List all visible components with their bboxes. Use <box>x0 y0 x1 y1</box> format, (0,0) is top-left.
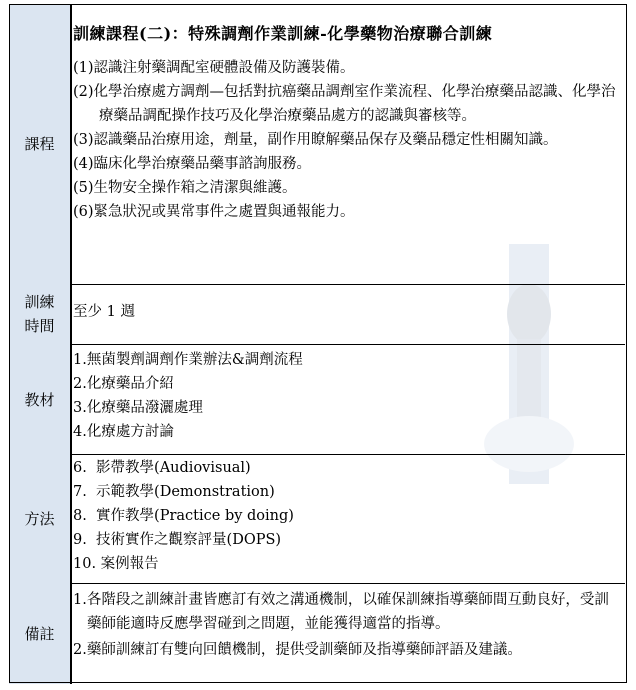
row-divider <box>70 583 625 584</box>
course-item: (4)臨床化學治療藥品藥事諮詢服務。 <box>73 156 312 172</box>
duration-label-line: 訓練 <box>24 293 55 311</box>
duration-label-line: 時間 <box>24 317 55 335</box>
methods-item: 6. 影帶教學(Audiovisual) <box>73 460 251 476</box>
course-item: (3)認識藥品治療用途，劑量，副作用瞭解藥品保存及藥品穩定性相關知識。 <box>73 132 558 148</box>
course-item: (2)化學治療處方調劑—包括對抗癌藥品調劑室作業流程、化學治療藥品認識、化學治療藥品調配操作技巧及化學治療藥品處方的認識與審核等。 <box>73 84 616 124</box>
training-table <box>9 4 627 684</box>
methods-item: 7. 示範教學(Demonstration) <box>73 484 275 500</box>
materials-content <box>73 348 621 444</box>
course-content <box>73 22 621 224</box>
duration-label <box>9 290 70 338</box>
row-divider <box>70 344 625 345</box>
row-divider <box>70 454 625 455</box>
materials-label: 教材 <box>24 391 55 409</box>
duration-value: 至少 1 週 <box>73 304 135 320</box>
methods-content <box>73 456 621 576</box>
methods-label: 方法 <box>24 510 55 528</box>
course-label: 課程 <box>24 135 55 153</box>
materials-item: 4.化療處方討論 <box>73 424 174 440</box>
remarks-item: 1.各階段之訓練計畫皆應訂有效之溝通機制，以確保訓練指導藥師間互動良好，受訓藥師能適時反應學習碰到之問題，並能獲得適當的指導。 <box>73 592 609 632</box>
methods-item: 9. 技術實作之觀察評量(DOPS) <box>73 532 282 548</box>
course-item: (6)緊急狀況或異常事件之處置與通報能力。 <box>73 204 355 220</box>
course-title: 訓練課程(二)：特殊調劑作業訓練-化學藥物治療聯合訓練 <box>73 24 493 43</box>
methods-item: 10. 案例報告 <box>73 556 159 572</box>
course-item: (1)認識注射藥調配室硬體設備及防護裝備。 <box>73 60 355 76</box>
remarks-item: 2.藥師訓練訂有雙向回饋機制，提供受訓藥師及指導藥師評語及建議。 <box>73 642 522 658</box>
methods-item: 8. 實作教學(Practice by doing) <box>73 508 294 524</box>
materials-item: 3.化療藥品潑灑處理 <box>73 400 203 416</box>
row-divider <box>70 284 625 285</box>
course-item: (5)生物安全操作箱之清潔與維護。 <box>73 180 297 196</box>
materials-item: 2.化療藥品介紹 <box>73 376 174 392</box>
materials-item: 1.無菌製劑調劑作業辦法&調劑流程 <box>73 352 303 368</box>
remarks-content <box>73 588 621 662</box>
remarks-label: 備註 <box>24 625 55 643</box>
